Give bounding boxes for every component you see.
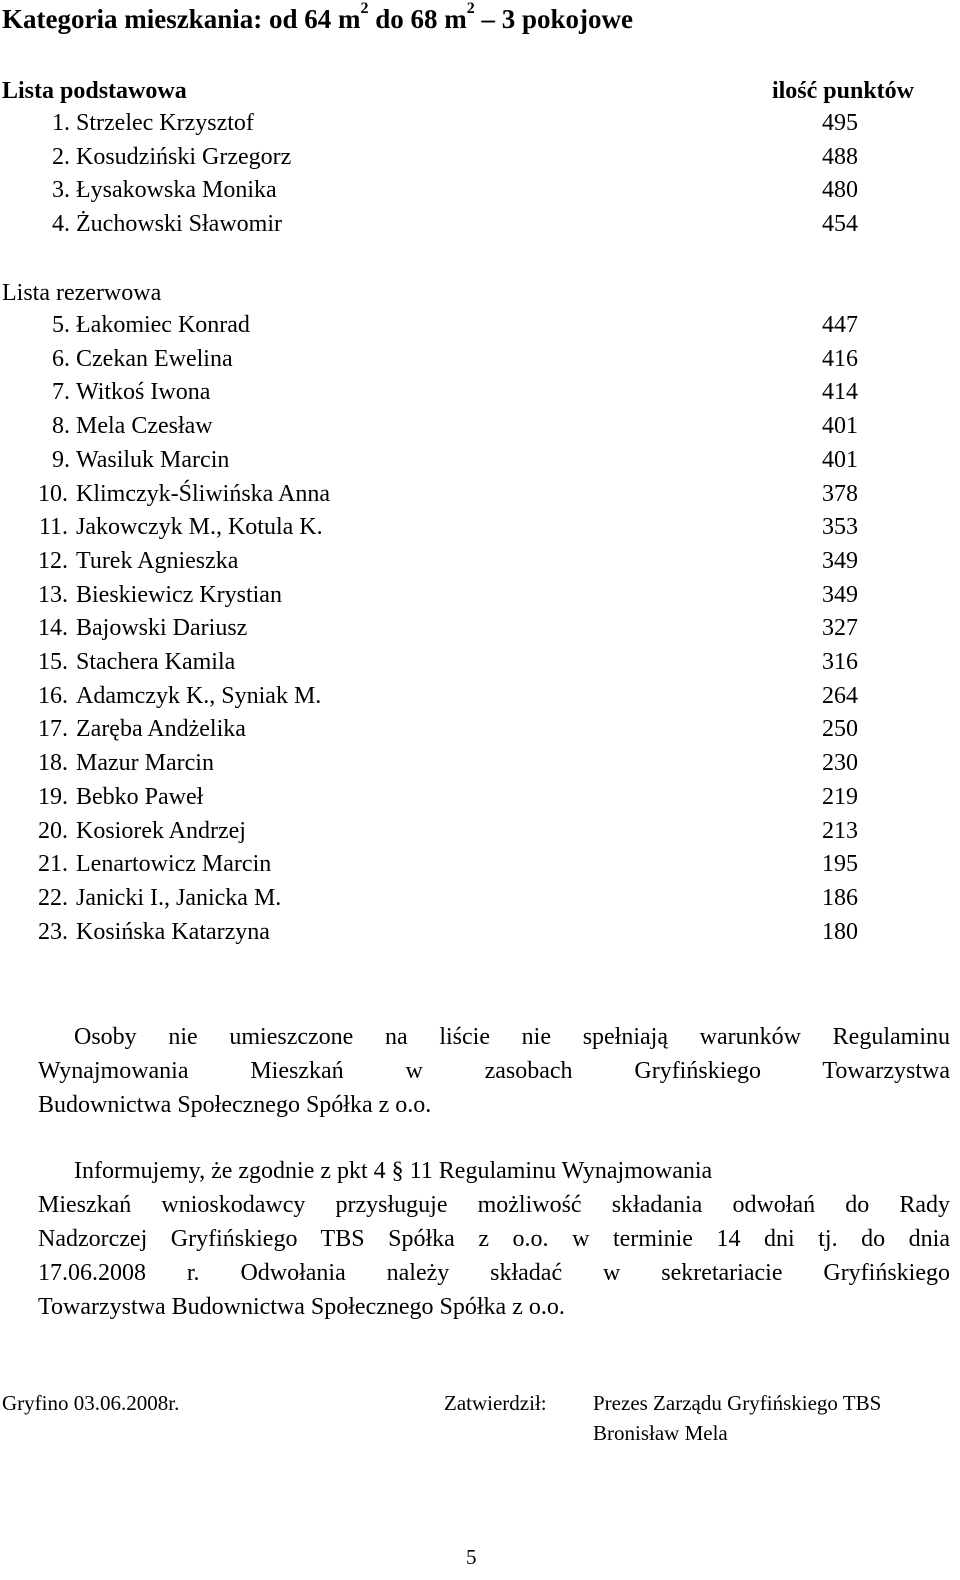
points-value: 180 xyxy=(822,918,858,945)
list-item xyxy=(0,514,960,548)
points-value: 447 xyxy=(822,312,858,338)
list-item xyxy=(0,312,960,346)
applicant-name: Łakomiec Konrad xyxy=(76,312,250,338)
approver-title: Prezes Zarządu Gryfińskiego TBS xyxy=(593,1391,882,1415)
points-value: 195 xyxy=(822,851,858,878)
notice-line: Budownictwa Społecznego Spółka z o.o. xyxy=(38,1092,432,1118)
item-number: 11. xyxy=(38,514,68,541)
list-item xyxy=(0,851,960,885)
applicant-name: Stachera Kamila xyxy=(76,649,236,675)
notice-line: 17.06.2008 r. Odwołania należy składać w sekretariacie Gryfińskiego xyxy=(38,1260,950,1286)
item-number: 3. xyxy=(52,177,70,204)
list-item xyxy=(0,346,960,380)
points-value: 349 xyxy=(822,581,858,608)
applicant-name: Łysakowska Monika xyxy=(76,177,277,204)
notice-line: Towarzystwa Budownictwa Społecznego Spółka z o.o. xyxy=(38,1294,565,1320)
place-date: Gryfino 03.06.2008r. xyxy=(2,1391,180,1415)
list-item xyxy=(0,211,960,245)
points-value: 264 xyxy=(822,682,858,709)
item-number: 8. xyxy=(52,413,70,440)
item-number: 7. xyxy=(52,379,70,406)
notice-line: Osoby nie umieszczone na liście nie spełniają warunków Regulaminu xyxy=(74,1024,950,1050)
item-number: 22. xyxy=(38,884,68,911)
points-value: 353 xyxy=(822,514,858,541)
applicant-name: Bajowski Dariusz xyxy=(76,615,248,642)
points-value: 213 xyxy=(822,817,858,844)
points-value: 401 xyxy=(822,446,858,473)
applicant-name: Strzelec Krzysztof xyxy=(76,110,254,136)
notice-line: Wynajmowania Mieszkań w zasobach Gryfińskiego Towarzystwa xyxy=(38,1058,950,1084)
item-number: 5. xyxy=(52,312,70,338)
applicant-name: Żuchowski Sławomir xyxy=(76,211,282,238)
points-value: 454 xyxy=(822,211,858,238)
item-number: 18. xyxy=(38,750,68,777)
points-column-heading: ilość punktów xyxy=(771,78,914,104)
page-title: Kategoria mieszkania: od 64 $m^2$ do 68 $m^2 - 3$ pokojowe xyxy=(2,0,633,34)
points-value: 378 xyxy=(822,480,858,507)
item-number: 2. xyxy=(52,143,70,170)
points-value: 219 xyxy=(822,783,858,810)
list-item xyxy=(0,784,960,818)
item-number: 19. xyxy=(38,783,68,810)
applicant-name: Bebko Paweł xyxy=(76,783,204,810)
list-item xyxy=(0,615,960,649)
list-item xyxy=(0,144,960,178)
list-item xyxy=(0,818,960,852)
applicant-name: Adamczyk K., Syniak M. xyxy=(76,682,322,709)
page-number: 5 xyxy=(466,1545,477,1569)
basic-list-heading: Lista podstawowa xyxy=(2,78,187,104)
points-value: 488 xyxy=(822,143,858,170)
applicant-name: Kosińska Katarzyna xyxy=(76,918,270,945)
points-value: 416 xyxy=(822,345,858,372)
list-item xyxy=(0,582,960,616)
item-number: 6. xyxy=(52,345,70,372)
applicant-name: Wasiluk Marcin xyxy=(76,446,230,473)
points-value: 316 xyxy=(822,649,858,675)
list-item xyxy=(0,481,960,515)
applicant-name: Janicki I., Janicka M. xyxy=(76,884,282,911)
applicant-name: Kosudziński Grzegorz xyxy=(76,143,292,170)
item-number: 17. xyxy=(38,716,68,743)
item-number: 4. xyxy=(52,211,70,238)
applicant-name: Lenartowicz Marcin xyxy=(76,851,272,878)
item-number: 12. xyxy=(38,547,68,574)
applicant-name: Mazur Marcin xyxy=(76,750,214,777)
notice-paragraph-2 xyxy=(38,1154,950,1324)
item-number: 1. xyxy=(52,110,70,136)
list-item xyxy=(0,919,960,953)
item-number: 20. xyxy=(38,817,68,844)
list-item xyxy=(0,413,960,447)
list-item xyxy=(0,379,960,413)
list-item xyxy=(0,750,960,784)
applicant-name: Klimczyk-Śliwińska Anna xyxy=(76,480,330,507)
item-number: 14. xyxy=(38,615,68,642)
notice-line: Nadzorczej Gryfińskiego TBS Spółka z o.o. w terminie 14 dni tj. do dnia xyxy=(38,1226,950,1252)
points-value: 414 xyxy=(822,379,858,406)
applicant-name: Bieskiewicz Krystian xyxy=(76,581,282,608)
item-number: 21. xyxy=(38,851,68,878)
list-item xyxy=(0,649,960,683)
item-number: 23. xyxy=(38,918,68,945)
item-number: 16. xyxy=(38,682,68,709)
superscript-2: 2 xyxy=(360,0,369,17)
points-value: 401 xyxy=(822,413,858,440)
applicant-name: Kosiorek Andrzej xyxy=(76,817,246,844)
list-item xyxy=(0,716,960,750)
item-number: 15. xyxy=(38,649,68,675)
applicant-name: Zaręba Andżelika xyxy=(76,716,246,743)
item-number: 13. xyxy=(38,581,68,608)
applicant-name: Jakowczyk M., Kotula K. xyxy=(76,514,323,541)
list-item xyxy=(0,447,960,481)
applicant-name: Witkoś Iwona xyxy=(76,379,211,406)
applicant-name: Czekan Ewelina xyxy=(76,345,233,372)
list-item xyxy=(0,683,960,717)
points-value: 327 xyxy=(822,615,858,642)
applicant-name: Mela Czesław xyxy=(76,413,213,440)
superscript-2: 2 xyxy=(466,0,475,17)
points-value: 250 xyxy=(822,716,858,743)
points-value: 495 xyxy=(822,110,858,136)
item-number: 10. xyxy=(38,480,68,507)
reserve-list-heading: Lista rezerwowa xyxy=(2,280,162,306)
notice-paragraph-1 xyxy=(38,1020,950,1122)
list-item xyxy=(0,177,960,211)
applicant-name: Turek Agnieszka xyxy=(76,547,239,574)
points-value: 230 xyxy=(822,750,858,777)
points-value: 186 xyxy=(822,884,858,911)
list-item xyxy=(0,110,960,144)
item-number: 9. xyxy=(52,446,70,473)
points-value: 349 xyxy=(822,547,858,574)
points-value: 480 xyxy=(822,177,858,204)
approver-name: Bronisław Mela xyxy=(593,1421,728,1445)
list-item xyxy=(0,548,960,582)
list-item xyxy=(0,885,960,919)
notice-line: Mieszkań wnioskodawcy przysługuje możliwość składania odwołań do Rady xyxy=(38,1192,950,1218)
approved-label: Zatwierdził: xyxy=(444,1391,547,1415)
notice-line: Informujemy, że zgodnie z pkt 4 § 11 Regulaminu Wynajmowania xyxy=(74,1158,713,1184)
